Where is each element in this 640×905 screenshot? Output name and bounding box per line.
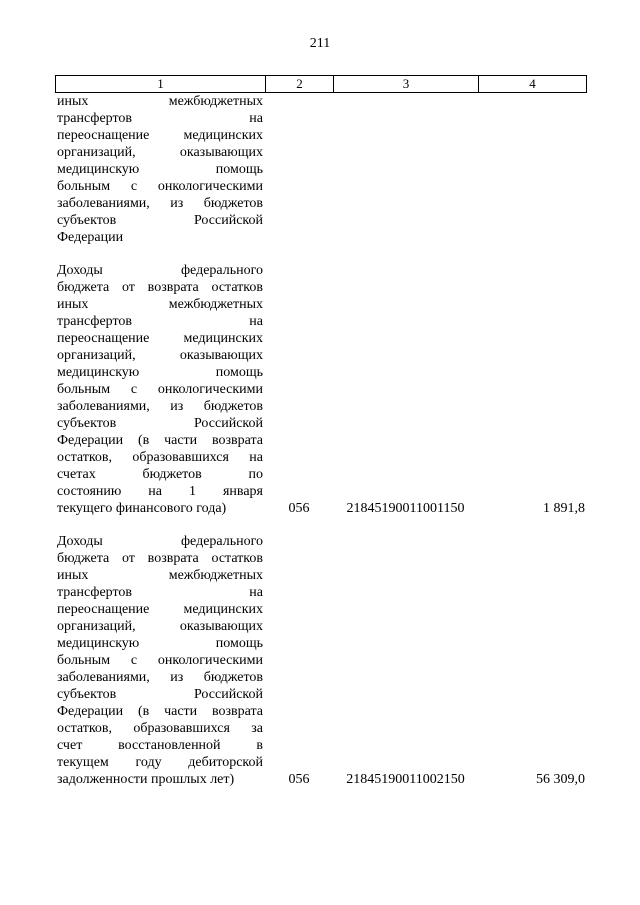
- description-line: иных межбюджетных: [57, 297, 263, 312]
- description-line: больным с онкологическими: [57, 653, 263, 668]
- description-line: субъектов Российской: [57, 416, 263, 431]
- description-line: задолженности прошлых лет): [57, 772, 235, 787]
- row-amount: 56 309,0: [536, 772, 585, 787]
- table-row: [55, 93, 587, 246]
- description-line: иных межбюджетных: [57, 568, 263, 583]
- description-line: Доходы федерального: [57, 534, 263, 549]
- description-line: остатков, образовавшихся за: [57, 721, 263, 736]
- page-number: 211: [309, 36, 331, 51]
- row-budget-code: 21845190011002150: [346, 772, 465, 787]
- description-line: остатков, образовавшихся на: [57, 450, 263, 465]
- description-line: трансфертов на: [57, 111, 263, 126]
- description-line: трансфертов на: [57, 585, 263, 600]
- row-admin-code: 056: [288, 501, 310, 516]
- row-amount: 1 891,8: [543, 501, 585, 516]
- description-line: Федерации: [57, 230, 124, 245]
- description-line: бюджета от возврата остатков: [57, 551, 263, 566]
- description-line: Федерации (в части возврата: [57, 433, 263, 448]
- description-line: медицинскую помощь: [57, 636, 263, 651]
- description-line: переоснащение медицинских: [57, 331, 263, 346]
- description-line: текущего финансового года): [57, 501, 227, 516]
- row-budget-code: 21845190011001150: [346, 501, 465, 516]
- row-description: [55, 262, 265, 517]
- row-admin-code: 056: [288, 772, 310, 787]
- description-line: больным с онкологическими: [57, 382, 263, 397]
- description-line: медицинскую помощь: [57, 162, 263, 177]
- description-line: организаций, оказывающих: [57, 348, 263, 363]
- description-line: больным с онкологическими: [57, 179, 263, 194]
- description-line: текущем году дебиторской: [57, 755, 263, 770]
- description-line: медицинскую помощь: [57, 365, 263, 380]
- description-line: состоянию на 1 января: [57, 484, 263, 499]
- description-line: заболеваниями, из бюджетов: [57, 196, 263, 211]
- description-line: субъектов Российской: [57, 213, 263, 228]
- description-line: субъектов Российской: [57, 687, 263, 702]
- description-line: заболеваниями, из бюджетов: [57, 670, 263, 685]
- header-col-4: 4: [529, 76, 536, 91]
- description-line: иных межбюджетных: [57, 94, 263, 109]
- header-col-3: 3: [334, 76, 479, 92]
- table-row: [55, 262, 587, 517]
- description-line: переоснащение медицинских: [57, 602, 263, 617]
- description-line: организаций, оказывающих: [57, 619, 263, 634]
- header-col-1: 1: [56, 76, 266, 92]
- description-line: заболеваниями, из бюджетов: [57, 399, 263, 414]
- description-line: счетах бюджетов по: [57, 467, 263, 482]
- description-line: трансфертов на: [57, 314, 263, 329]
- description-line: Доходы федерального: [57, 263, 263, 278]
- description-line: Федерации (в части возврата: [57, 704, 263, 719]
- table-header-row: [55, 75, 587, 93]
- header-col-2: 2: [266, 76, 334, 92]
- table-body: [55, 93, 587, 788]
- description-line: организаций, оказывающих: [57, 145, 263, 160]
- table-row: [55, 533, 587, 788]
- row-description: [55, 533, 265, 788]
- description-line: счет восстановленной в: [57, 738, 263, 753]
- row-description: [55, 93, 265, 246]
- budget-table: [55, 75, 587, 788]
- description-line: переоснащение медицинских: [57, 128, 263, 143]
- description-line: бюджета от возврата остатков: [57, 280, 263, 295]
